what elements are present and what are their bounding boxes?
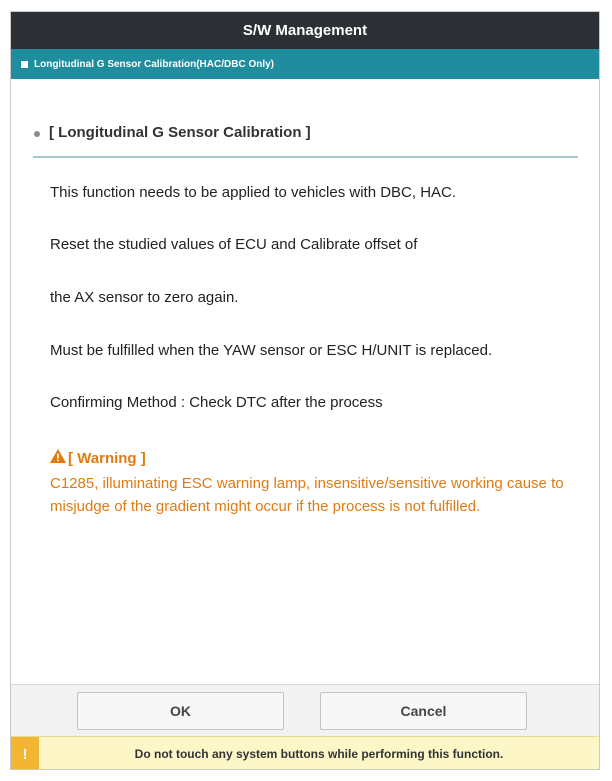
warning-heading-text: [ Warning ] — [68, 449, 146, 467]
notice-message: Do not touch any system buttons while performing this function. — [134, 747, 504, 761]
dialog-window — [10, 11, 600, 770]
square-bullet-icon — [21, 61, 28, 68]
window-title: S/W Management — [11, 12, 599, 49]
bullet-icon — [34, 131, 40, 137]
warning-heading — [50, 449, 146, 467]
exclamation-icon: ! — [11, 737, 39, 770]
ok-button[interactable]: OK — [77, 692, 284, 730]
description-line-1: This function needs to be applied to vehicles with DBC, HAC. — [50, 184, 457, 201]
notice-bar — [11, 736, 599, 770]
warning-triangle-icon — [50, 449, 68, 467]
button-bar — [11, 684, 599, 736]
function-header — [11, 49, 599, 79]
content-area — [11, 79, 599, 684]
section-heading — [33, 124, 578, 158]
description-line-4: Must be fulfilled when the YAW sensor or ESC H/UNIT is replaced. — [50, 342, 493, 359]
warning-text: C1285, illuminating ESC warning lamp, insensitive/sensitive working cause to misjudge of the gradient might occur if the process is not fulfilled. — [50, 475, 564, 515]
description-line-2: Reset the studied values of ECU and Calibrate offset of — [50, 236, 418, 253]
section-heading-text: [ Longitudinal G Sensor Calibration ] — [49, 124, 311, 141]
description-line-5: Confirming Method : Check DTC after the process — [50, 394, 383, 411]
description-line-3: the AX sensor to zero again. — [50, 289, 239, 306]
function-header-label: Longitudinal G Sensor Calibration(HAC/DBC Only) — [34, 58, 274, 70]
cancel-button[interactable]: Cancel — [320, 692, 527, 730]
